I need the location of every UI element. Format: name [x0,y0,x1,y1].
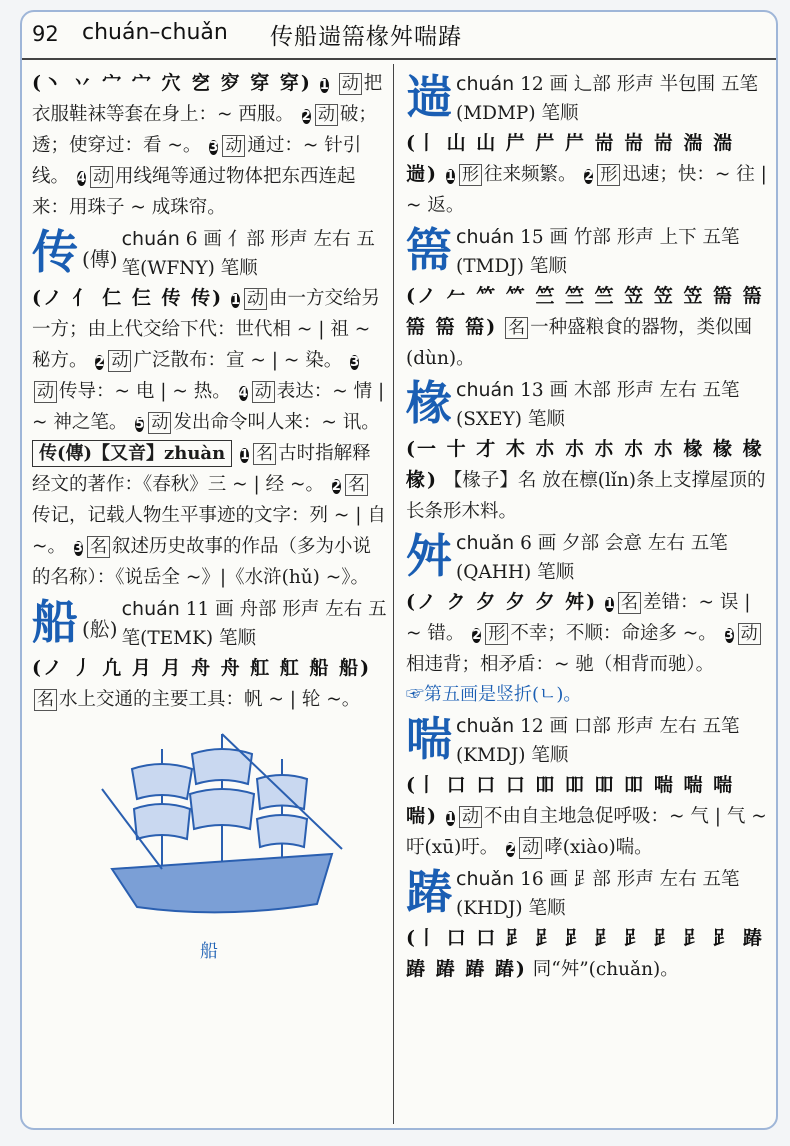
entry-body-2: (ノ 𠂉 𥫗 𥫗 竺 竺 竺 笠 笠 笠 篅 篅 篅 篅 篅) 名 一种盛粮食的器物，类似囤(dùn)。 [406,285,764,369]
entry-chuan-wear: (丶 丷 宀 宀 穴 穵 穸 穿 穿) 1 动 把衣服鞋袜等套在身上：~ 西服。 2 动 破；透；使穿过：看 ~。 3 动 通过：~ 针引线。 4 动 用线绳等通过物体把东西连起来：用珠子 ~ 成珠帘。 [32,72,383,218]
page-number: 92 [32,22,59,46]
header-characters: 传船遄篅椽舛喘踳 [270,24,462,50]
entry-head-5: 喘 chuǎn 12 画 口部 形声 左右 五笔(KMDJ) 笔顺 [406,712,740,766]
entry-body-6: (丨 口 口 𧾷 𧾷 𧾷 𧾷 𧾷 𧾷 𧾷 𧾷 踳 踳 踳 踳 踳) 同“舛”(chuǎn)。 [406,927,764,980]
entry-body-1: (丨 山 山 屵 屵 屵 耑 耑 耑 湍 湍 遄) 1 形 往来频繁。 2 形 迅速；快：~ 往 | ~ 返。 [406,132,767,216]
entry-head-chuan-boat: 船 (舩) chuán 11 画 舟部 形声 左右 五笔(TEMK) 笔顺 [32,595,387,649]
entry-head-6: 踳 chuǎn 16 画 𧾷部 形声 左右 五笔(KHDJ) 笔顺 [406,865,740,919]
entry-head-2: 篅 chuán 15 画 竹部 形声 上下 五笔(TMDJ) 笔顺 [406,223,740,277]
headword: 船 [32,595,78,649]
column-divider [393,64,394,1124]
illustration-caption: 船 [200,941,218,962]
dictionary-page [20,10,778,1130]
entry-head-3: 椽 chuán 13 画 木部 形声 左右 五笔(SXEY) 笔顺 [406,376,740,430]
entry-head-4: 舛 chuǎn 6 画 夕部 会意 左右 五笔(QAHH) 笔顺 [406,529,728,583]
left-column [32,68,387,963]
stroke-note: ☞第五画是竖折(ㄴ)。 [406,684,582,705]
entry-head-chuan-pass: 传 (傳) chuán 6 画 亻部 形声 左右 五笔(WFNY) 笔顺 [32,225,375,279]
entry-body-5: (丨 口 口 口 吅 吅 吅 吅 喘 喘 喘 喘) 1 动 不由自主地急促呼吸：~ 气 | 气 ~ 吁(xū)吁。 2 动 哮(xiào)喘。 [406,774,767,858]
entry-head-1: 遄 chuán 12 画 辶部 形声 半包围 五笔(MDMP) 笔顺 [406,70,759,124]
entry-body-3: (一 十 才 木 朩 朩 朩 朩 朩 椽 椽 椽 椽) 【椽子】名 放在檩(lǐn)条上支撑屋顶的长条形木料。 [406,438,766,522]
sailing-ship-illustration [92,729,352,929]
pos-tag: 动 [339,73,362,95]
headword: 传 [32,225,78,279]
page-header [22,12,776,60]
right-column [406,68,768,985]
entry-zhuan: 传(傳)【又音】zhuàn 1 名 古时指解释经文的著作：《春秋》三 ~ | 经 ~。 2 名传记，记载人物生平事迹的文字：列 ~ | 自 ~。 3 名 叙述历史故事的作品（多为小说的名称）：《说岳全 ~》|《水浒(hǔ) ~》。 [32,438,387,593]
sense-number-1: 1 [319,78,329,93]
header-pinyin: chuán–chuǎn [82,20,228,45]
entry-body-chuan-pass: (ノ 亻 仁 仨 传 传) 1 动 由一方交给另一方；由上代交给下代：世代相 ~ | 祖 ~ 秘方。 2 动 广泛散布：宣 ~ | ~ 染。 3动 传导：~ 电 | ~ 热。 4 动 表达：~ 情 | ~ 神之笔。 5 动 发出命令叫人来：~ 讯。 [32,287,385,433]
entry-body-chuan-boat: (ノ 丿 凢 月 月 舟 舟 舡 舡 船 船) 名 水上交通的主要工具：帆 ~ | 轮 ~。 [32,657,372,710]
entry-body-4: (ノ ク 夕 夕 夕 舛) 1 名 差错：~ 误 | ~ 错。 2 形 不幸；不顺：命途多 ~。 3 动相违背；相矛盾：~ 驰（相背而驰）。 [406,587,768,680]
variant-reading-box: 传(傳)【又音】zhuàn [32,440,232,467]
stroke-order: (丶 丷 宀 宀 穴 穵 穸 穿 穿) [32,72,312,94]
